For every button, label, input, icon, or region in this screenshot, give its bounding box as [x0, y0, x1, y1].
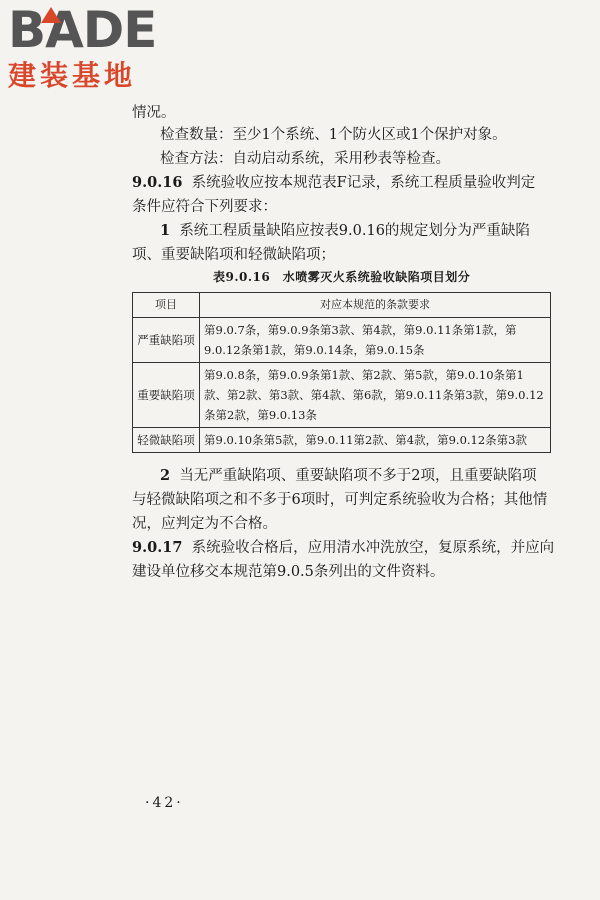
- brand-logo: [8, 1, 183, 92]
- logo-brand-text: [8, 1, 183, 59]
- clause-number: 9.0.16: [132, 174, 183, 191]
- logo-triangle-icon: [41, 7, 61, 23]
- item-1-line: [160, 221, 530, 241]
- table-cell-item: 轻微缺陷项: [133, 428, 200, 453]
- page-number: ·42·: [145, 795, 184, 811]
- text-line: 况，应判定为不合格。: [132, 516, 277, 532]
- table-cell-requirement: 第9.0.8条，第9.0.9条第1款、第2款、第5款，第9.0.10条第1款、第2款、第3款、第4款、第6款，第9.0.11条第3款，第9.0.12条第2款，第9.0.13条: [200, 363, 551, 428]
- item-text: 当无严重缺陷项、重要缺陷项不多于2项，且重要缺陷项: [179, 468, 537, 484]
- item-number: 1: [160, 222, 171, 239]
- text-line: 检查方法：自动启动系统，采用秒表等检查。: [160, 151, 450, 167]
- table-header-cell: 项目: [133, 293, 200, 318]
- table-cell-item: 重要缺陷项: [133, 363, 200, 428]
- table-cell-requirement: 第9.0.10条第5款，第9.0.11第2款、第4款，第9.0.12条第3款: [200, 428, 551, 453]
- clause-9-0-16-line: [132, 173, 535, 193]
- text-line: 情况。: [132, 105, 176, 121]
- table-row: [133, 318, 551, 363]
- table-row: [133, 363, 551, 428]
- item-text: 系统工程质量缺陷应按表9.0.16的规定划分为严重缺陷: [179, 223, 530, 239]
- table-row: [133, 428, 551, 453]
- text-line: 条件应符合下列要求：: [132, 199, 277, 215]
- logo-brand: BADE: [8, 1, 157, 59]
- defect-classification-table: [132, 292, 551, 453]
- text-line: 检查数量：至少1个系统、1个防火区或1个保护对象。: [160, 127, 507, 143]
- table-cell-requirement: 第9.0.7条，第9.0.9条第3款、第4款，第9.0.11条第1款，第9.0.12条第1款，第9.0.14条，第9.0.15条: [200, 318, 551, 363]
- text-line: 建设单位移交本规范第9.0.5条列出的文件资料。: [132, 564, 445, 580]
- text-line: 与轻微缺陷项之和不多于6项时，可判定系统验收为合格；其他情: [132, 492, 548, 508]
- table-header-cell: 对应本规范的条款要求: [200, 293, 551, 318]
- item-number: 2: [160, 467, 171, 484]
- item-2-line: [160, 466, 537, 486]
- clause-number: 9.0.17: [132, 539, 183, 556]
- table-cell-item: 严重缺陷项: [133, 318, 200, 363]
- text-line: 项、重要缺陷项和轻微缺陷项；: [132, 247, 335, 263]
- clause-9-0-17-line: [132, 538, 554, 558]
- table-header-row: [133, 293, 551, 318]
- clause-text: 系统验收合格后，应用清水冲洗放空，复原系统，并应向: [191, 540, 555, 556]
- table-caption: 表9.0.16 水喷雾灭火系统验收缺陷项目划分: [213, 270, 471, 284]
- clause-text: 系统验收应按本规范表F记录，系统工程质量验收判定: [191, 175, 536, 191]
- logo-subtitle: 建装基地: [8, 59, 137, 92]
